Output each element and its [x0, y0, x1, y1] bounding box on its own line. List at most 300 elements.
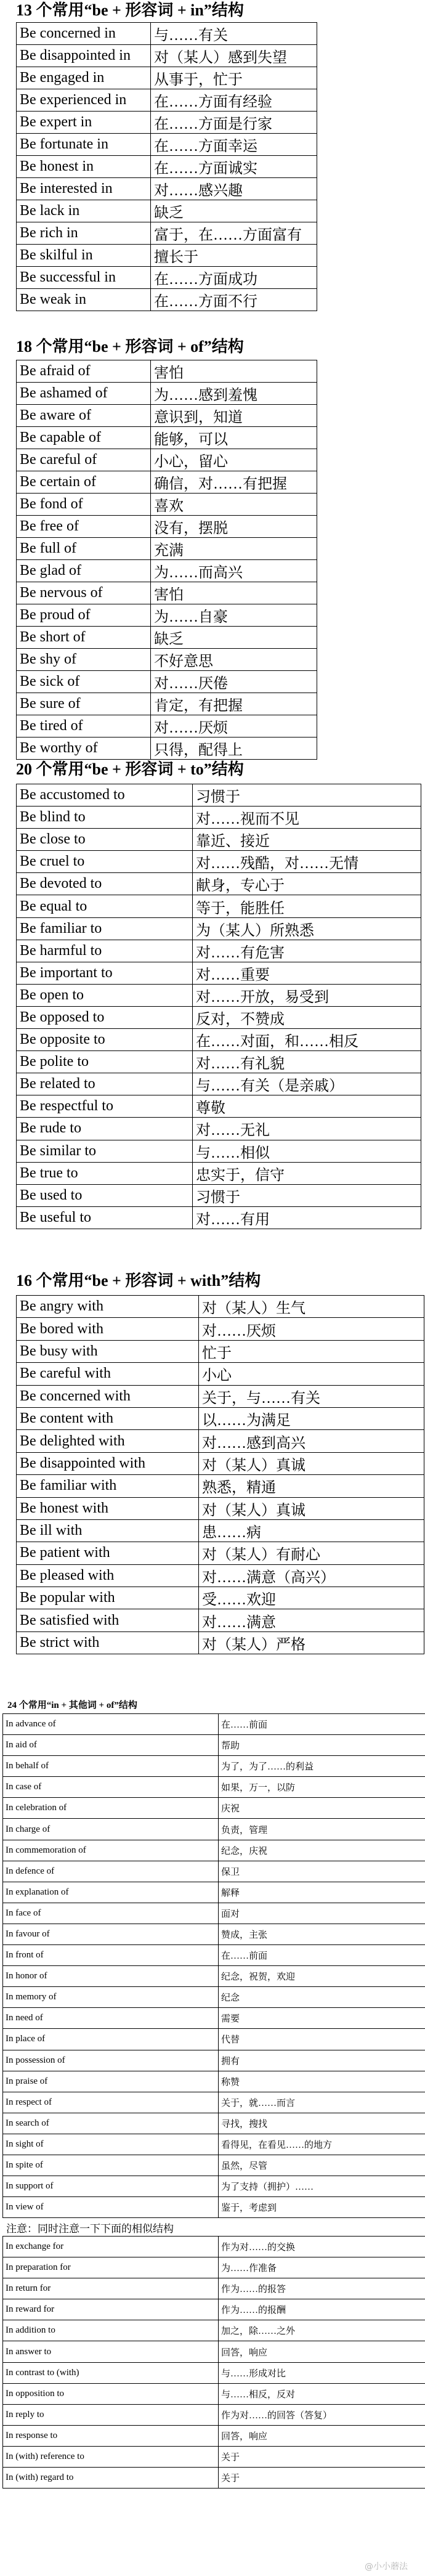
phrase-cell: Be equal to [17, 895, 193, 917]
phrase-cell: In reward for [3, 2299, 219, 2320]
meaning-cell: 靠近、接近 [193, 829, 421, 851]
section-title: 18 个常用“be + 形容词 + of”结构 [16, 338, 244, 356]
meaning-cell: 如果，万一，以防 [219, 1777, 425, 1798]
meaning-cell: 对……感到高兴 [199, 1430, 424, 1452]
section-title: 24 个常用“in + 其他词 + of”结构 [7, 1700, 137, 1710]
meaning-cell: 在……方面诚实 [151, 156, 317, 178]
table-row [17, 1519, 424, 1542]
phrase-cell: Be cruel to [17, 851, 193, 873]
phrase-cell: Be related to [17, 1073, 193, 1095]
meaning-cell: 纪念，庆祝 [219, 1840, 425, 1861]
meaning-cell: 没有，摆脱 [151, 516, 317, 538]
meaning-cell: 忠实于，信守 [193, 1162, 421, 1184]
phrase-cell: Be disappointed in [17, 45, 151, 67]
meaning-cell: 作为……的报酬 [219, 2299, 425, 2320]
meaning-cell: 为……作准备 [219, 2257, 425, 2278]
table-row [3, 2257, 425, 2278]
meaning-cell: 受……欢迎 [199, 1587, 424, 1609]
phrase-cell: In contrast to (with) [3, 2362, 219, 2383]
table-row [17, 1051, 421, 1073]
meaning-cell: 在……方面成功 [151, 267, 317, 289]
meaning-cell: 面对 [219, 1903, 425, 1924]
meaning-cell: 为……感到羞愧 [151, 383, 317, 405]
meaning-cell: 关于，就……而言 [219, 2092, 425, 2113]
phrase-cell: Be tired of [17, 715, 151, 737]
table-row [17, 289, 317, 311]
table-row [17, 940, 421, 962]
phrase-cell: In case of [3, 1777, 219, 1798]
table-row [17, 582, 317, 604]
meaning-cell: 充满 [151, 538, 317, 560]
table-row [17, 1318, 424, 1340]
table-row [17, 784, 421, 807]
table-row [17, 45, 317, 67]
meaning-cell: 富于，在……方面富有 [151, 222, 317, 245]
phrase-cell: In behalf of [3, 1756, 219, 1777]
phrase-cell: Be angry with [17, 1296, 199, 1318]
meaning-cell: 保卫 [219, 1861, 425, 1882]
table-row [17, 89, 317, 112]
meaning-cell: 对……视而不见 [193, 807, 421, 829]
meaning-cell: 对……无礼 [193, 1118, 421, 1140]
phrase-table [16, 784, 421, 1229]
meaning-cell: 对……满意（高兴） [199, 1564, 424, 1587]
meaning-cell: 意识到，知道 [151, 405, 317, 427]
meaning-cell: 从事于，忙于 [151, 67, 317, 89]
phrase-cell: In response to [3, 2425, 219, 2446]
meaning-cell: 对……残酷，对……无情 [193, 851, 421, 873]
section-be-adj-of [0, 336, 425, 758]
phrase-cell: In commemoration of [3, 1840, 219, 1861]
table-row [3, 2320, 425, 2341]
phrase-cell: Be lack in [17, 200, 151, 222]
phrase-cell: In aid of [3, 1735, 219, 1756]
table-row [17, 873, 421, 895]
meaning-cell: 对（某人）生气 [199, 1296, 424, 1318]
phrase-cell: Be concerned with [17, 1385, 199, 1407]
phrase-cell: Be strict with [17, 1631, 199, 1654]
phrase-cell: Be afraid of [17, 360, 151, 383]
table-row [17, 1206, 421, 1229]
phrase-cell: In reply to [3, 2404, 219, 2425]
phrase-cell: In memory of [3, 1987, 219, 2008]
meaning-cell: 以……为满足 [199, 1407, 424, 1429]
meaning-cell: 与……有关 [151, 23, 317, 45]
phrase-cell: Be familiar to [17, 917, 193, 940]
table-row [17, 715, 317, 737]
meaning-cell: 等于，能胜任 [193, 895, 421, 917]
table-row [17, 383, 317, 405]
table-row [3, 1840, 425, 1861]
phrase-cell: Be proud of [17, 604, 151, 627]
table-row [17, 895, 421, 917]
phrase-cell: Be rich in [17, 222, 151, 245]
table-row [17, 222, 317, 245]
meaning-cell: 不好意思 [151, 649, 317, 671]
phrase-cell: Be short of [17, 627, 151, 649]
table-row [17, 360, 317, 383]
phrase-cell: Be satisfied with [17, 1609, 199, 1631]
meaning-cell: 对……重要 [193, 962, 421, 984]
meaning-cell: 纪念，祝贺，欢迎 [219, 1966, 425, 1987]
meaning-cell: 为了，为了……的利益 [219, 1756, 425, 1777]
table-row [17, 427, 317, 449]
table-row [3, 2197, 425, 2218]
table-row [17, 1497, 424, 1519]
table-row [17, 829, 421, 851]
table-row [3, 1756, 425, 1777]
table-row [17, 649, 317, 671]
phrase-cell: In face of [3, 1903, 219, 1924]
phrase-cell: Be glad of [17, 560, 151, 582]
table-row [17, 1475, 424, 1497]
meaning-cell: 小心 [199, 1363, 424, 1385]
meaning-cell: 与……有关（是亲戚） [193, 1073, 421, 1095]
phrase-cell: Be busy with [17, 1340, 199, 1362]
meaning-cell: 在……前面 [219, 1714, 425, 1735]
phrase-cell: Be popular with [17, 1587, 199, 1609]
table-row [3, 2134, 425, 2155]
table-row [17, 1452, 424, 1474]
phrase-cell: Be devoted to [17, 873, 193, 895]
table-row [3, 2278, 425, 2299]
phrase-cell: In exchange for [3, 2237, 219, 2257]
meaning-cell: 熟悉，精通 [199, 1475, 424, 1497]
phrase-table [16, 22, 317, 311]
phrase-cell: In view of [3, 2197, 219, 2218]
phrase-cell: Be opposed to [17, 1006, 193, 1028]
phrase-cell: Be content with [17, 1407, 199, 1429]
phrase-cell: Be interested in [17, 178, 151, 200]
table-row [17, 693, 317, 715]
meaning-cell: 关于 [219, 2446, 425, 2467]
phrase-cell: Be pleased with [17, 1564, 199, 1587]
phrase-table [16, 1295, 424, 1654]
table-row [3, 2362, 425, 2383]
phrase-cell: Be familiar with [17, 1475, 199, 1497]
table-row [17, 1631, 424, 1654]
meaning-cell: 对……有礼貌 [193, 1051, 421, 1073]
table-row [17, 471, 317, 494]
phrase-cell: In celebration of [3, 1798, 219, 1819]
meaning-cell: 尊敬 [193, 1095, 421, 1118]
meaning-cell: 肯定，有把握 [151, 693, 317, 715]
table-row [3, 2008, 425, 2029]
meaning-cell: 献身，专心于 [193, 873, 421, 895]
section-title: 16 个常用“be + 形容词 + with”结构 [16, 1272, 261, 1290]
phrase-cell: Be free of [17, 516, 151, 538]
table-row [17, 1029, 421, 1051]
table-row [3, 2425, 425, 2446]
table-row [3, 1714, 425, 1735]
table-row [17, 1407, 424, 1429]
table-row [17, 178, 317, 200]
phrase-cell: Be capable of [17, 427, 151, 449]
phrase-cell: Be successful in [17, 267, 151, 289]
table-row [17, 1184, 421, 1206]
table-row [17, 112, 317, 134]
table-row [3, 1987, 425, 2008]
phrase-cell: In spite of [3, 2155, 219, 2176]
table-row [3, 2468, 425, 2489]
meaning-cell: 加之，除……之外 [219, 2320, 425, 2341]
table-row [3, 1882, 425, 1903]
table-row [17, 267, 317, 289]
meaning-cell: 帮助 [219, 1735, 425, 1756]
meaning-cell: 为……而高兴 [151, 560, 317, 582]
meaning-cell: 作为对……的回答（答复） [219, 2404, 425, 2425]
table-row [17, 449, 317, 471]
phrase-cell: Be shy of [17, 649, 151, 671]
meaning-cell: 在……对面，和……相反 [193, 1029, 421, 1051]
phrase-cell: Be useful to [17, 1206, 193, 1229]
phrase-cell: Be accustomed to [17, 784, 193, 807]
meaning-cell: 解释 [219, 1882, 425, 1903]
phrase-cell: In return for [3, 2278, 219, 2299]
meaning-cell: 对……感兴趣 [151, 178, 317, 200]
table-row [17, 851, 421, 873]
meaning-cell: 为（某人）所熟悉 [193, 917, 421, 940]
phrase-cell: Be ashamed of [17, 383, 151, 405]
meaning-cell: 庆祝 [219, 1798, 425, 1819]
watermark: @小小蘑法 [365, 2562, 408, 2572]
phrase-cell: In opposition to [3, 2383, 219, 2404]
table-row [17, 1609, 424, 1631]
table-row [17, 67, 317, 89]
phrase-cell: Be worthy of [17, 737, 151, 760]
table-row [3, 2029, 425, 2050]
phrase-cell: Be open to [17, 984, 193, 1006]
meaning-cell: 作为……的报答 [219, 2278, 425, 2299]
phrase-cell: In need of [3, 2008, 219, 2029]
meaning-cell: 对……有用 [193, 1206, 421, 1229]
meaning-cell: 在……方面幸运 [151, 134, 317, 156]
meaning-cell: 缺乏 [151, 627, 317, 649]
table-row [3, 1966, 425, 1987]
meaning-cell: 对……厌倦 [151, 671, 317, 693]
phrase-cell: Be bored with [17, 1318, 199, 1340]
phrase-cell: In answer to [3, 2341, 219, 2362]
table-row [17, 405, 317, 427]
meaning-cell: 关于，与……有关 [199, 1385, 424, 1407]
phrase-cell: In support of [3, 2176, 219, 2197]
meaning-cell: 对（某人）有耐心 [199, 1542, 424, 1564]
meaning-cell: 对（某人）严格 [199, 1631, 424, 1654]
meaning-cell: 负责，管理 [219, 1819, 425, 1840]
table-row [3, 2404, 425, 2425]
meaning-cell: 对……有危害 [193, 940, 421, 962]
section-in-noun-of [0, 1699, 425, 2484]
phrase-cell: In honor of [3, 1966, 219, 1987]
meaning-cell: 与……形成对比 [219, 2362, 425, 2383]
meaning-cell: 在……方面不行 [151, 289, 317, 311]
table-row [3, 2237, 425, 2257]
meaning-cell: 回答，响应 [219, 2341, 425, 2362]
phrase-cell: Be ill with [17, 1519, 199, 1542]
section-be-adj-in [0, 0, 425, 310]
phrase-cell: In search of [3, 2113, 219, 2134]
meaning-cell: 对……厌烦 [199, 1318, 424, 1340]
table-row [3, 2113, 425, 2134]
meaning-cell: 习惯于 [193, 1184, 421, 1206]
phrase-cell: Be sure of [17, 693, 151, 715]
table-row [17, 807, 421, 829]
phrase-cell: Be sick of [17, 671, 151, 693]
phrase-cell: Be skilful in [17, 245, 151, 267]
meaning-cell: 与……相似 [193, 1140, 421, 1162]
meaning-cell: 小心，留心 [151, 449, 317, 471]
table-row [3, 2446, 425, 2467]
phrase-cell: In explanation of [3, 1882, 219, 1903]
table-row [17, 962, 421, 984]
phrase-cell: In charge of [3, 1819, 219, 1840]
meaning-cell: 关于 [219, 2468, 425, 2489]
meaning-cell: 纪念 [219, 1987, 425, 2008]
phrase-cell: In addition to [3, 2320, 219, 2341]
meaning-cell: 在……方面是行家 [151, 112, 317, 134]
table-row [17, 516, 317, 538]
table-row [17, 1162, 421, 1184]
meaning-cell: 对……满意 [199, 1609, 424, 1631]
table-row [17, 494, 317, 516]
phrase-table [2, 1713, 425, 2218]
meaning-cell: 习惯于 [193, 784, 421, 807]
phrase-cell: Be polite to [17, 1051, 193, 1073]
table-row [3, 2299, 425, 2320]
meaning-cell: 在……前面 [219, 1945, 425, 1966]
table-row [3, 1819, 425, 1840]
meaning-cell: 对（某人）真诚 [199, 1452, 424, 1474]
section-be-adj-with [0, 1270, 425, 1654]
table-row [3, 2071, 425, 2092]
phrase-cell: Be experienced in [17, 89, 151, 112]
table-row [3, 1777, 425, 1798]
table-row [17, 671, 317, 693]
table-row [3, 2383, 425, 2404]
phrase-cell: In possession of [3, 2050, 219, 2071]
table-row [17, 156, 317, 178]
table-row [17, 538, 317, 560]
meaning-cell: 为……自豪 [151, 604, 317, 627]
phrase-cell: Be true to [17, 1162, 193, 1184]
phrase-table [16, 360, 317, 760]
table-row [17, 917, 421, 940]
phrase-cell: In (with) regard to [3, 2468, 219, 2489]
table-row [3, 1945, 425, 1966]
table-row [17, 1587, 424, 1609]
table-row [17, 134, 317, 156]
meaning-cell: 称赞 [219, 2071, 425, 2092]
table-row [17, 627, 317, 649]
phrase-cell: In praise of [3, 2071, 219, 2092]
meaning-cell: 为了支持（拥护）…… [219, 2176, 425, 2197]
table-row [17, 737, 317, 760]
phrase-cell: Be fond of [17, 494, 151, 516]
phrase-cell: Be expert in [17, 112, 151, 134]
table-row [17, 1095, 421, 1118]
table-row [3, 1798, 425, 1819]
table-row [17, 1140, 421, 1162]
phrase-cell: Be engaged in [17, 67, 151, 89]
phrase-cell: Be careful with [17, 1363, 199, 1385]
table-row [3, 1903, 425, 1924]
phrase-cell: Be opposite to [17, 1029, 193, 1051]
table-row [3, 2176, 425, 2197]
meaning-cell: 对（某人）真诚 [199, 1497, 424, 1519]
meaning-cell: 反对，不赞成 [193, 1006, 421, 1028]
meaning-cell: 对……厌烦 [151, 715, 317, 737]
meaning-cell: 拥有 [219, 2050, 425, 2071]
meaning-cell: 对（某人）感到失望 [151, 45, 317, 67]
table-row [17, 1363, 424, 1385]
meaning-cell: 看得见，在看见……的地方 [219, 2134, 425, 2155]
table-row [17, 984, 421, 1006]
meaning-cell: 鉴于，考虑到 [219, 2197, 425, 2218]
phrase-cell: Be concerned in [17, 23, 151, 45]
phrase-cell: Be fortunate in [17, 134, 151, 156]
table-row [17, 1542, 424, 1564]
phrase-cell: Be rude to [17, 1118, 193, 1140]
phrase-cell: Be patient with [17, 1542, 199, 1564]
phrase-cell: Be certain of [17, 471, 151, 494]
phrase-cell: In (with) reference to [3, 2446, 219, 2467]
note-text: 注意：同时注意一下下面的相似结构 [6, 2223, 174, 2235]
phrase-cell: Be close to [17, 829, 193, 851]
phrase-cell: Be aware of [17, 405, 151, 427]
meaning-cell: 需要 [219, 2008, 425, 2029]
meaning-cell: 代替 [219, 2029, 425, 2050]
table-row [3, 2050, 425, 2071]
phrase-table-similar [2, 2236, 425, 2489]
phrase-cell: Be important to [17, 962, 193, 984]
phrase-cell: In advance of [3, 1714, 219, 1735]
meaning-cell: 赞成，主张 [219, 1924, 425, 1944]
phrase-cell: Be nervous of [17, 582, 151, 604]
meaning-cell: 回答，响应 [219, 2425, 425, 2446]
meaning-cell: 作为对……的交换 [219, 2237, 425, 2257]
section-be-adj-to [0, 759, 425, 1228]
meaning-cell: 寻找，搜找 [219, 2113, 425, 2134]
phrase-cell: Be honest with [17, 1497, 199, 1519]
meaning-cell: 擅长于 [151, 245, 317, 267]
phrase-cell: Be careful of [17, 449, 151, 471]
meaning-cell: 虽然，尽管 [219, 2155, 425, 2176]
table-row [17, 1073, 421, 1095]
table-row [3, 1924, 425, 1944]
table-row [3, 2155, 425, 2176]
meaning-cell: 确信，对……有把握 [151, 471, 317, 494]
phrase-cell: Be blind to [17, 807, 193, 829]
table-row [3, 1735, 425, 1756]
section-title: 13 个常用“be + 形容词 + in”结构 [16, 1, 244, 19]
phrase-cell: In sight of [3, 2134, 219, 2155]
phrase-cell: Be honest in [17, 156, 151, 178]
table-row [17, 23, 317, 45]
meaning-cell: 患……病 [199, 1519, 424, 1542]
table-row [17, 1430, 424, 1452]
table-row [17, 245, 317, 267]
table-row [3, 2341, 425, 2362]
table-row [3, 2092, 425, 2113]
phrase-cell: Be respectful to [17, 1095, 193, 1118]
phrase-cell: In favour of [3, 1924, 219, 1944]
meaning-cell: 在……方面有经验 [151, 89, 317, 112]
table-row [17, 1385, 424, 1407]
table-row [17, 560, 317, 582]
table-row [17, 1296, 424, 1318]
meaning-cell: 喜欢 [151, 494, 317, 516]
meaning-cell: 忙于 [199, 1340, 424, 1362]
